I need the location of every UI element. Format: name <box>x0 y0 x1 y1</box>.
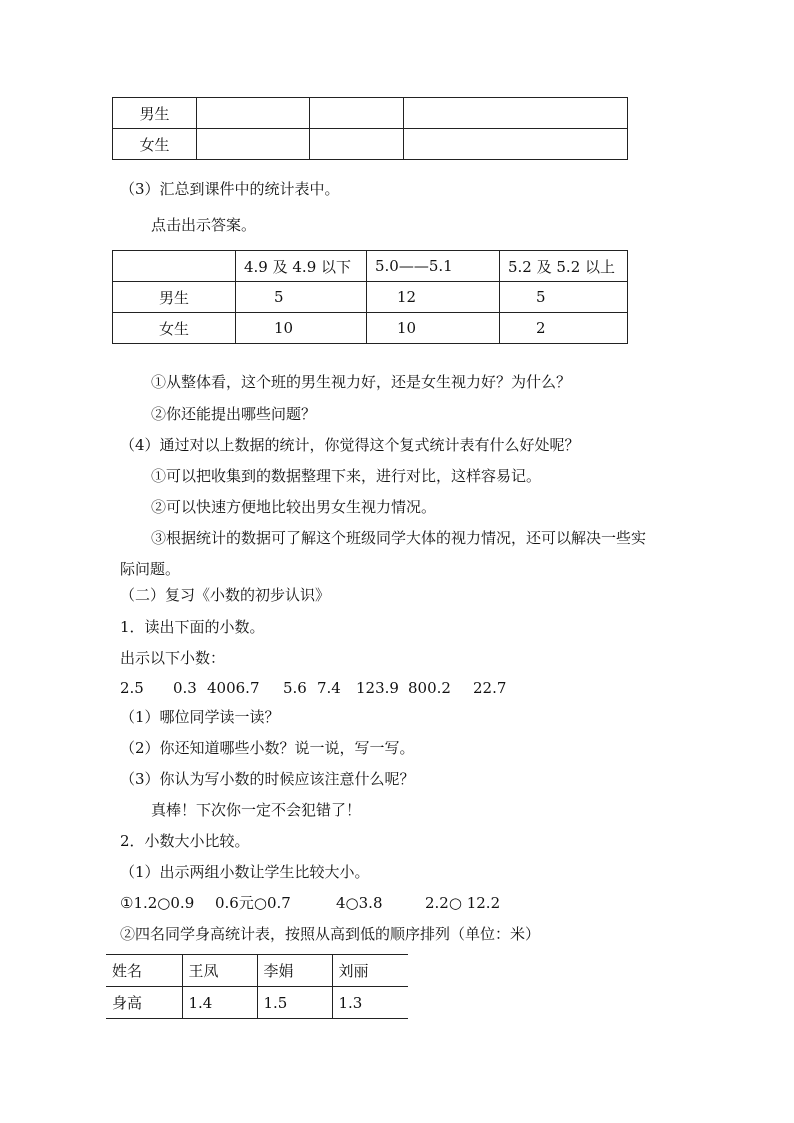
heights-table-title: ②四名同学身高统计表，按照从高到低的顺序排列（单位：米） <box>120 925 541 943</box>
question-1: ①从整体看，这个班的男生视力好，还是女生视力好？为什么？ <box>151 373 572 391</box>
step-3-text: （3）汇总到课件中的统计表中。 <box>120 180 340 198</box>
compare-item: 2.2○ 12.2 <box>425 894 501 912</box>
table-row <box>113 282 628 313</box>
sub-question-1: （1）哪位同学读一读？ <box>120 708 280 726</box>
table-cell: 2 <box>500 313 628 344</box>
table-cell: 1.4 <box>182 987 257 1019</box>
table-row <box>106 987 408 1019</box>
header-cell <box>113 251 236 282</box>
row-label-girls: 女生 <box>113 129 197 160</box>
step-4-text: （4）通过对以上数据的统计，你觉得这个复式统计表有什么好处呢？ <box>120 436 580 454</box>
answer-1: ①可以把收集到的数据整理下来，进行对比，这样容易记。 <box>151 467 542 485</box>
decimal-value: 800.2 <box>408 679 451 697</box>
row-label-girls: 女生 <box>113 313 236 344</box>
show-decimals-text: 出示以下小数： <box>120 649 226 667</box>
table-cell: 10 <box>367 313 500 344</box>
answer-3-line-1: ③根据统计的数据可了解这个班级同学大体的视力情况，还可以解决一些实 <box>151 529 647 547</box>
answer-3-line-2: 际问题。 <box>120 560 181 578</box>
vision-table-blank <box>112 97 628 160</box>
row-label-boys: 男生 <box>113 98 197 129</box>
decimal-value: 123.9 <box>356 679 399 697</box>
compare-item: 0.6元○0.7 <box>215 894 291 912</box>
table-header-row <box>106 955 408 987</box>
compare-item: ①1.2○0.9 <box>120 894 195 912</box>
table-row <box>113 313 628 344</box>
table-header-row <box>113 251 628 282</box>
compare-list <box>120 893 500 913</box>
table-cell <box>197 98 310 129</box>
table-cell: 5 <box>500 282 628 313</box>
praise-text: 真棒！下次你一定不会犯错了！ <box>151 801 362 819</box>
section-2-heading: （二）复习《小数的初步认识》 <box>120 586 331 604</box>
item-1-text: 1．读出下面的小数。 <box>120 618 265 636</box>
answer-2: ②可以快速方便地比较出男女生视力情况。 <box>151 498 437 516</box>
decimal-value: 4006.7 <box>207 679 260 697</box>
decimal-value: 22.7 <box>473 679 507 697</box>
heights-table <box>106 954 408 1019</box>
header-cell: 4.9 及 4.9 以下 <box>236 251 367 282</box>
table-cell: 5 <box>236 282 367 313</box>
header-cell: 王凤 <box>182 955 257 987</box>
row-label-height: 身高 <box>106 987 182 1019</box>
table-cell <box>404 129 628 160</box>
table-cell <box>404 98 628 129</box>
table-cell: 12 <box>367 282 500 313</box>
decimal-value: 7.4 <box>317 679 341 697</box>
sub-question-3: （3）你认为写小数的时候应该注意什么呢？ <box>120 770 415 788</box>
table-cell: 10 <box>236 313 367 344</box>
table-cell <box>310 129 404 160</box>
table-cell <box>310 98 404 129</box>
item-2-text: 2．小数大小比较。 <box>120 832 250 850</box>
decimal-value: 5.6 <box>283 679 307 697</box>
table-row <box>113 98 628 129</box>
table-cell <box>197 129 310 160</box>
decimals-list <box>120 678 506 698</box>
table-cell: 1.3 <box>332 987 408 1019</box>
decimal-value: 0.3 <box>173 679 197 697</box>
header-cell: 李娟 <box>257 955 332 987</box>
table-cell: 1.5 <box>257 987 332 1019</box>
click-answer-text: 点击出示答案。 <box>151 216 257 234</box>
compare-item: 4○3.8 <box>336 894 383 912</box>
header-cell: 5.2 及 5.2 以上 <box>500 251 628 282</box>
sub-question-2: （2）你还知道哪些小数？说一说，写一写。 <box>120 739 415 757</box>
vision-table-answer <box>112 250 628 344</box>
sub-2-1-text: （1）出示两组小数让学生比较大小。 <box>120 863 370 881</box>
decimal-value: 2.5 <box>120 679 144 697</box>
header-cell: 姓名 <box>106 955 182 987</box>
header-cell: 刘丽 <box>332 955 408 987</box>
question-2: ②你还能提出哪些问题？ <box>151 405 317 423</box>
header-cell: 5.0——5.1 <box>367 251 500 282</box>
table-row <box>113 129 628 160</box>
row-label-boys: 男生 <box>113 282 236 313</box>
